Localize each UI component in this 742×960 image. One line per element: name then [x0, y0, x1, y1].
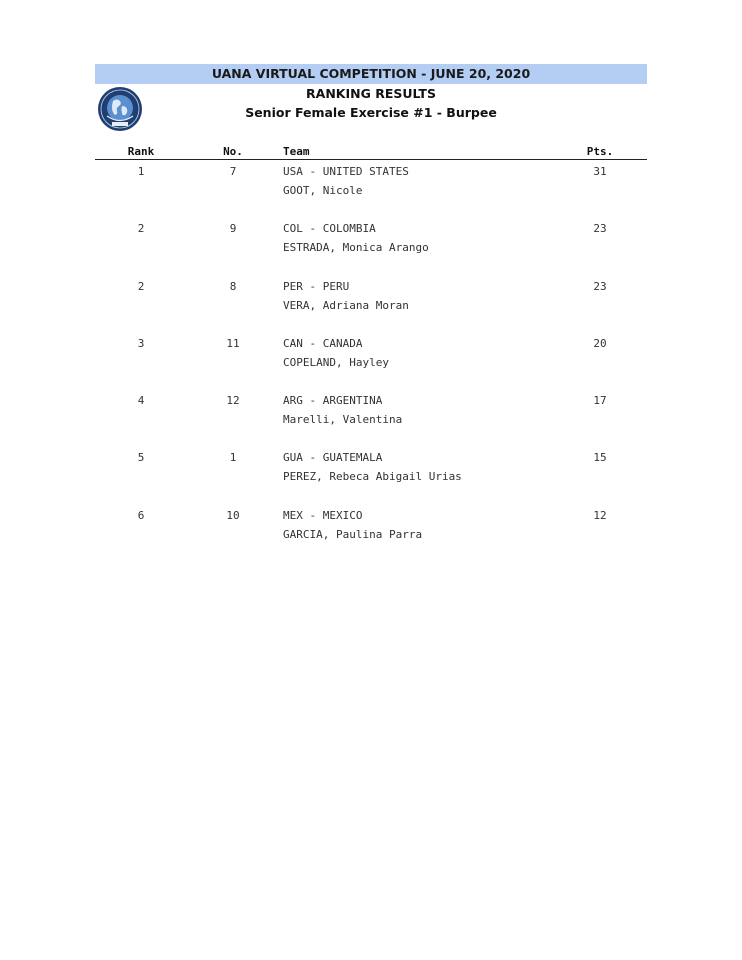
points-cell: 20	[593, 336, 607, 350]
team-cell: CAN - CANADA	[283, 336, 363, 350]
rank-cell: 4	[137, 394, 145, 408]
number-cell: 12	[226, 394, 240, 408]
header-divider	[95, 159, 647, 160]
col-header-team: Team	[283, 145, 310, 158]
rank-cell: 6	[137, 508, 145, 522]
number-cell: 11	[226, 336, 240, 350]
athlete-name: GOOT, Nicole	[283, 184, 363, 197]
team-cell: COL - COLOMBIA	[283, 222, 376, 236]
competition-banner: UANA VIRTUAL COMPETITION - JUNE 20, 2020	[95, 64, 647, 84]
athlete-name: VERA, Adriana Moran	[283, 298, 409, 312]
team-cell: USA - UNITED STATES	[283, 165, 409, 178]
points-cell: 17	[593, 394, 607, 408]
team-cell: ARG - ARGENTINA	[283, 394, 383, 408]
result-row	[0, 162, 742, 219]
result-row	[0, 391, 742, 448]
team-cell: MEX - MEXICO	[283, 508, 363, 522]
result-row	[0, 219, 742, 276]
team-cell: PER - PERU	[283, 279, 350, 293]
number-cell: 7	[229, 165, 237, 178]
rank-cell: 2	[137, 222, 145, 236]
number-cell: 10	[226, 508, 240, 522]
rank-cell: 3	[137, 336, 145, 350]
result-row	[0, 277, 742, 334]
col-header-pts: Pts.	[586, 145, 614, 158]
result-row	[0, 506, 742, 563]
col-header-no: No.	[223, 145, 243, 158]
points-cell: 31	[593, 165, 607, 178]
points-cell: 12	[593, 508, 607, 522]
points-cell: 23	[593, 279, 607, 293]
athlete-name: Marelli, Valentina	[283, 413, 403, 427]
number-cell: 1	[229, 451, 237, 465]
athlete-name: GARCIA, Paulina Parra	[283, 527, 423, 541]
rank-cell: 1	[137, 165, 145, 178]
athlete-name: ESTRADA, Monica Arango	[283, 241, 429, 255]
athlete-name: COPELAND, Hayley	[283, 355, 389, 369]
col-header-rank: Rank	[127, 145, 155, 158]
rank-cell: 2	[137, 279, 145, 293]
points-cell: 15	[593, 451, 607, 465]
number-cell: 9	[229, 222, 237, 236]
result-row	[0, 334, 742, 391]
result-row	[0, 448, 742, 505]
athlete-name: PEREZ, Rebeca Abigail Urias	[283, 470, 462, 484]
event-title: Senior Female Exercise #1 - Burpee	[245, 105, 497, 120]
team-cell: GUA - GUATEMALA	[283, 451, 383, 465]
ranking-results-title: RANKING RESULTS	[306, 86, 436, 101]
number-cell: 8	[229, 279, 237, 293]
results-table	[0, 162, 742, 563]
points-cell: 23	[593, 222, 607, 236]
rank-cell: 5	[137, 451, 145, 465]
